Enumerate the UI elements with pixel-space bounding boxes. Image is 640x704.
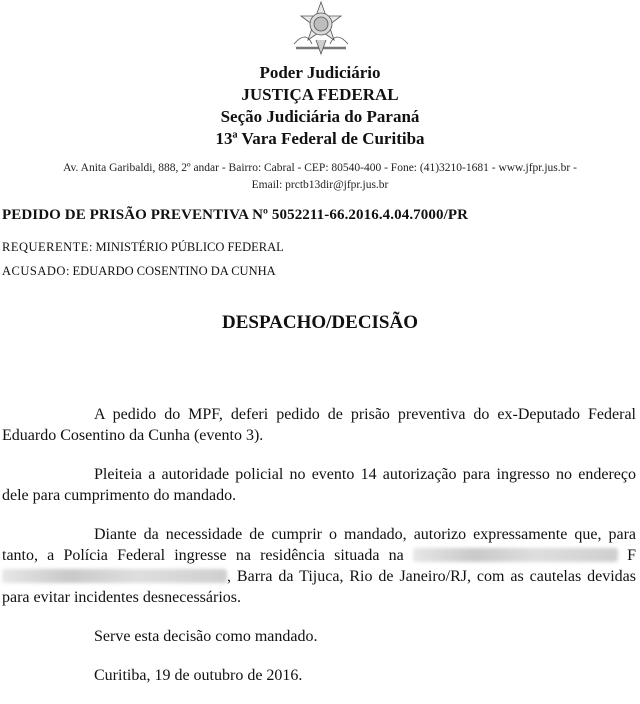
brazil-coat-of-arms-icon bbox=[286, 0, 356, 56]
requerente-line bbox=[2, 240, 284, 255]
paragraph-3-letter: F bbox=[627, 547, 637, 564]
requerente-value: : MINISTÉRIO PÚBLICO FEDERAL bbox=[88, 240, 284, 254]
address-line-2: Email: prctb13dir@jfpr.jus.br bbox=[251, 179, 389, 191]
paragraph-3-end: , Barra da Tijuca, Rio de Janeiro/RJ, com as cautelas devidas para evitar incidentes desnecessários. bbox=[2, 568, 636, 606]
requerente-label: REQUERENTE bbox=[2, 240, 89, 254]
acusado-value: : EDUARDO COSENTINO DA CUNHA bbox=[65, 264, 276, 278]
header-line-2: JUSTIÇA FEDERAL bbox=[241, 85, 399, 104]
paragraph-3 bbox=[2, 524, 636, 608]
paragraph-4: Serve esta decisão como mandado. bbox=[94, 628, 318, 645]
court-header bbox=[0, 62, 640, 150]
acusado-label: ACUSADO bbox=[2, 264, 66, 278]
acusado-line bbox=[2, 264, 276, 279]
paragraph-3-start: Diante da necessidade de cumprir o mandado, autorizo expressamente que, para tanto, a Polícia Federal ingresse na residência situada na bbox=[2, 526, 636, 564]
redacted-address-1 bbox=[413, 548, 618, 562]
header-line-4: 13ª Vara Federal de Curitiba bbox=[215, 129, 425, 148]
address-line-1: Av. Anita Garibaldi, 888, 2º andar - Bairro: Cabral - CEP: 80540-400 - Fone: (41)3210-1681 - www.jfpr.jus.br - bbox=[63, 162, 577, 174]
redacted-address-2 bbox=[2, 569, 227, 583]
court-address bbox=[0, 160, 640, 194]
paragraph-5: Curitiba, 19 de outubro de 2016. bbox=[94, 667, 303, 684]
paragraph-2: Pleiteia a autoridade policial no evento 14 autorização para ingresso no endereço dele para cumprimento do mandado. bbox=[2, 466, 636, 504]
header-line-1: Poder Judiciário bbox=[259, 63, 381, 82]
document-title: DESPACHO/DECISÃO bbox=[221, 312, 418, 333]
paragraph-1: A pedido do MPF, deferi pedido de prisão preventiva do ex-Deputado Federal Eduardo Cosentino da Cunha (evento 3). bbox=[2, 406, 636, 444]
process-number: PEDIDO DE PRISÃO PREVENTIVA Nº 5052211-66.2016.4.04.7000/PR bbox=[2, 207, 469, 223]
decision-body bbox=[2, 404, 636, 704]
header-line-3: Seção Judiciária do Paraná bbox=[220, 107, 420, 126]
